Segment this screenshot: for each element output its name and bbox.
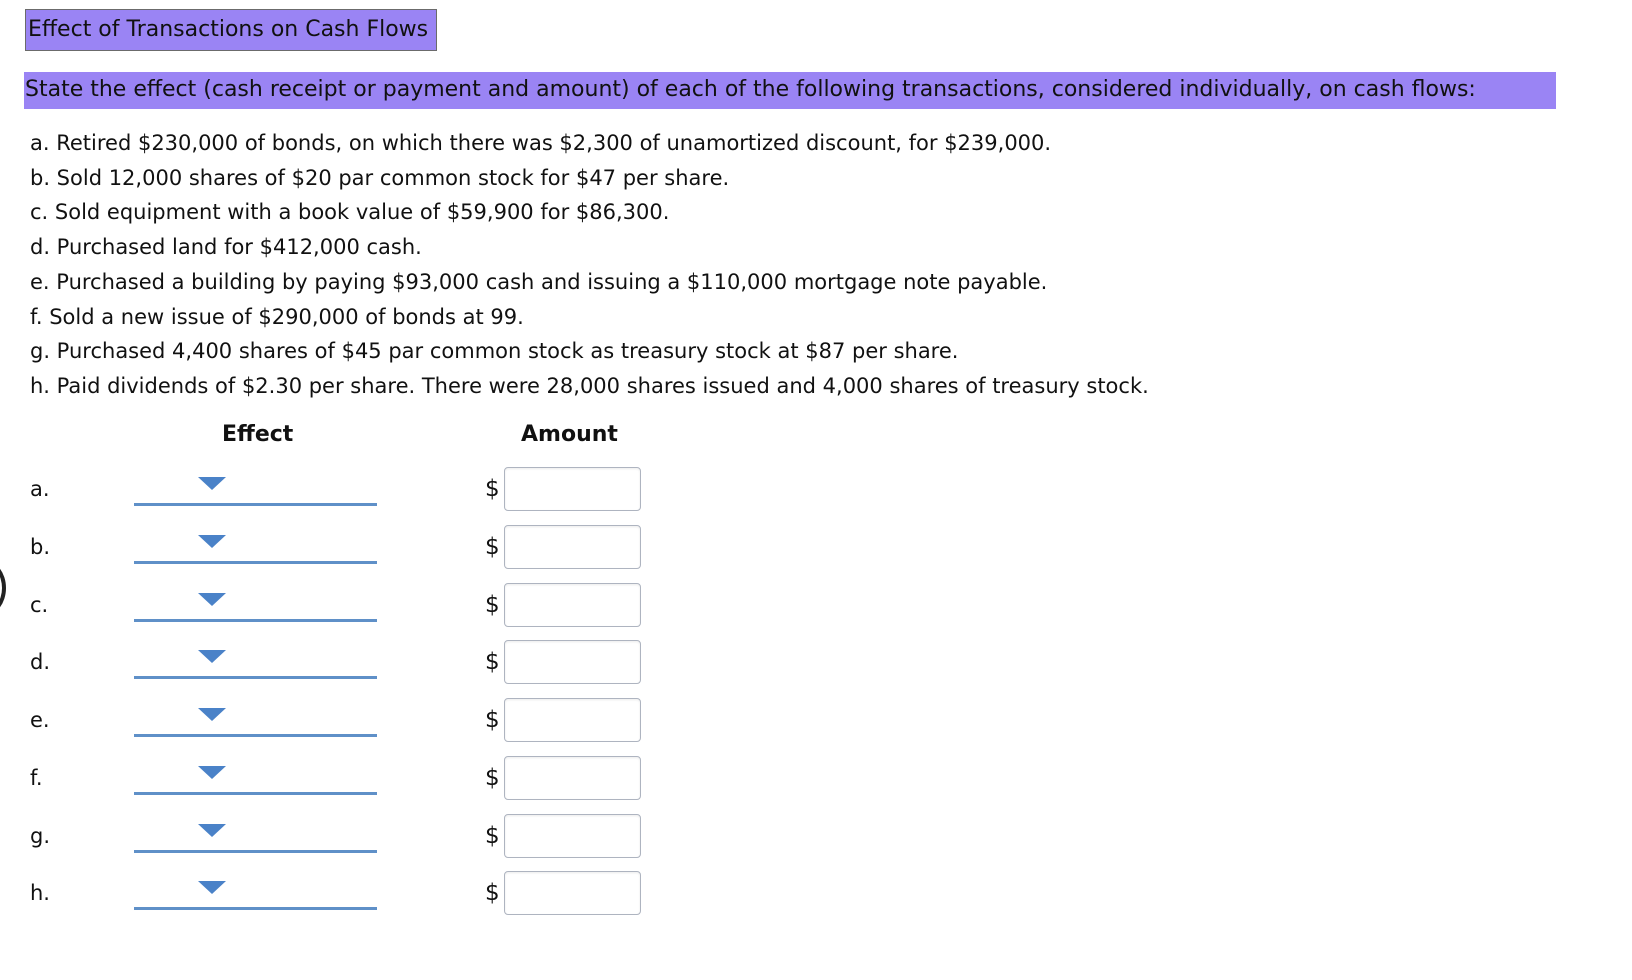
effect-dropdown-b[interactable] (134, 529, 377, 564)
answer-row-a (0, 467, 700, 517)
dropdown-arrow-icon[interactable] (198, 477, 226, 490)
transaction-item: b. Sold 12,000 shares of $20 par common stock for $47 per share. (30, 165, 730, 190)
dollar-sign: $ (485, 649, 500, 675)
amount-input-h[interactable] (504, 871, 641, 915)
row-letter: c. (30, 593, 49, 617)
amount-input-d[interactable] (504, 640, 641, 684)
dollar-sign: $ (485, 476, 500, 502)
dollar-sign: $ (485, 592, 500, 618)
dropdown-arrow-icon[interactable] (198, 881, 226, 894)
effect-column-header: Effect (222, 422, 294, 447)
amount-input-a[interactable] (504, 467, 641, 511)
amount-input-g[interactable] (504, 814, 641, 858)
effect-dropdown-c[interactable] (134, 587, 377, 622)
dropdown-arrow-icon[interactable] (198, 766, 226, 779)
answer-row-f (0, 756, 700, 806)
effect-dropdown-g[interactable] (134, 818, 377, 853)
amount-column-header: Amount (521, 422, 618, 447)
effect-dropdown-a[interactable] (134, 471, 377, 506)
row-letter: a. (30, 477, 50, 501)
effect-dropdown-h[interactable] (134, 875, 377, 910)
dollar-sign: $ (485, 534, 500, 560)
instructions-text: State the effect (cash receipt or payment and amount) of each of the following transactions, considered individually, on cash flows: (24, 72, 1556, 109)
dollar-sign: $ (485, 823, 500, 849)
effect-dropdown-d[interactable] (134, 644, 377, 679)
page-title: Effect of Transactions on Cash Flows (25, 9, 437, 51)
answer-row-c (0, 583, 700, 633)
transaction-item: f. Sold a new issue of $290,000 of bonds at 99. (30, 304, 524, 329)
dropdown-arrow-icon[interactable] (198, 708, 226, 721)
dollar-sign: $ (485, 707, 500, 733)
dropdown-arrow-icon[interactable] (198, 824, 226, 837)
transaction-item: g. Purchased 4,400 shares of $45 par common stock as treasury stock at $87 per share. (30, 339, 959, 364)
dollar-sign: $ (485, 765, 500, 791)
transaction-item: a. Retired $230,000 of bonds, on which there was $2,300 of unamortized discount, for $239,000. (30, 131, 1052, 155)
answer-row-b (0, 525, 700, 575)
amount-input-f[interactable] (504, 756, 641, 800)
row-letter: g. (30, 824, 51, 848)
dropdown-arrow-icon[interactable] (198, 593, 226, 606)
dropdown-arrow-icon[interactable] (198, 535, 226, 548)
transaction-item: d. Purchased land for $412,000 cash. (30, 235, 422, 260)
row-letter: f. (30, 766, 43, 790)
transaction-item: c. Sold equipment with a book value of $59,900 for $86,300. (30, 200, 670, 225)
answer-row-e (0, 698, 700, 748)
amount-input-b[interactable] (504, 525, 641, 569)
dropdown-arrow-icon[interactable] (198, 650, 226, 663)
effect-dropdown-f[interactable] (134, 760, 377, 795)
answer-row-g (0, 814, 700, 864)
row-letter: d. (30, 650, 51, 674)
amount-input-c[interactable] (504, 583, 641, 627)
amount-input-e[interactable] (504, 698, 641, 742)
transaction-item: h. Paid dividends of $2.30 per share. There were 28,000 shares issued and 4,000 shares of treasury stock. (30, 373, 1149, 398)
row-letter: e. (30, 708, 50, 732)
answer-row-d (0, 640, 700, 690)
answer-row-h (0, 871, 700, 921)
effect-dropdown-e[interactable] (134, 702, 377, 737)
row-letter: b. (30, 535, 51, 559)
transaction-list (30, 126, 1149, 404)
dollar-sign: $ (485, 880, 500, 906)
row-letter: h. (30, 881, 50, 905)
transaction-item: e. Purchased a building by paying $93,000 cash and issuing a $110,000 mortgage note payable. (30, 269, 1048, 294)
